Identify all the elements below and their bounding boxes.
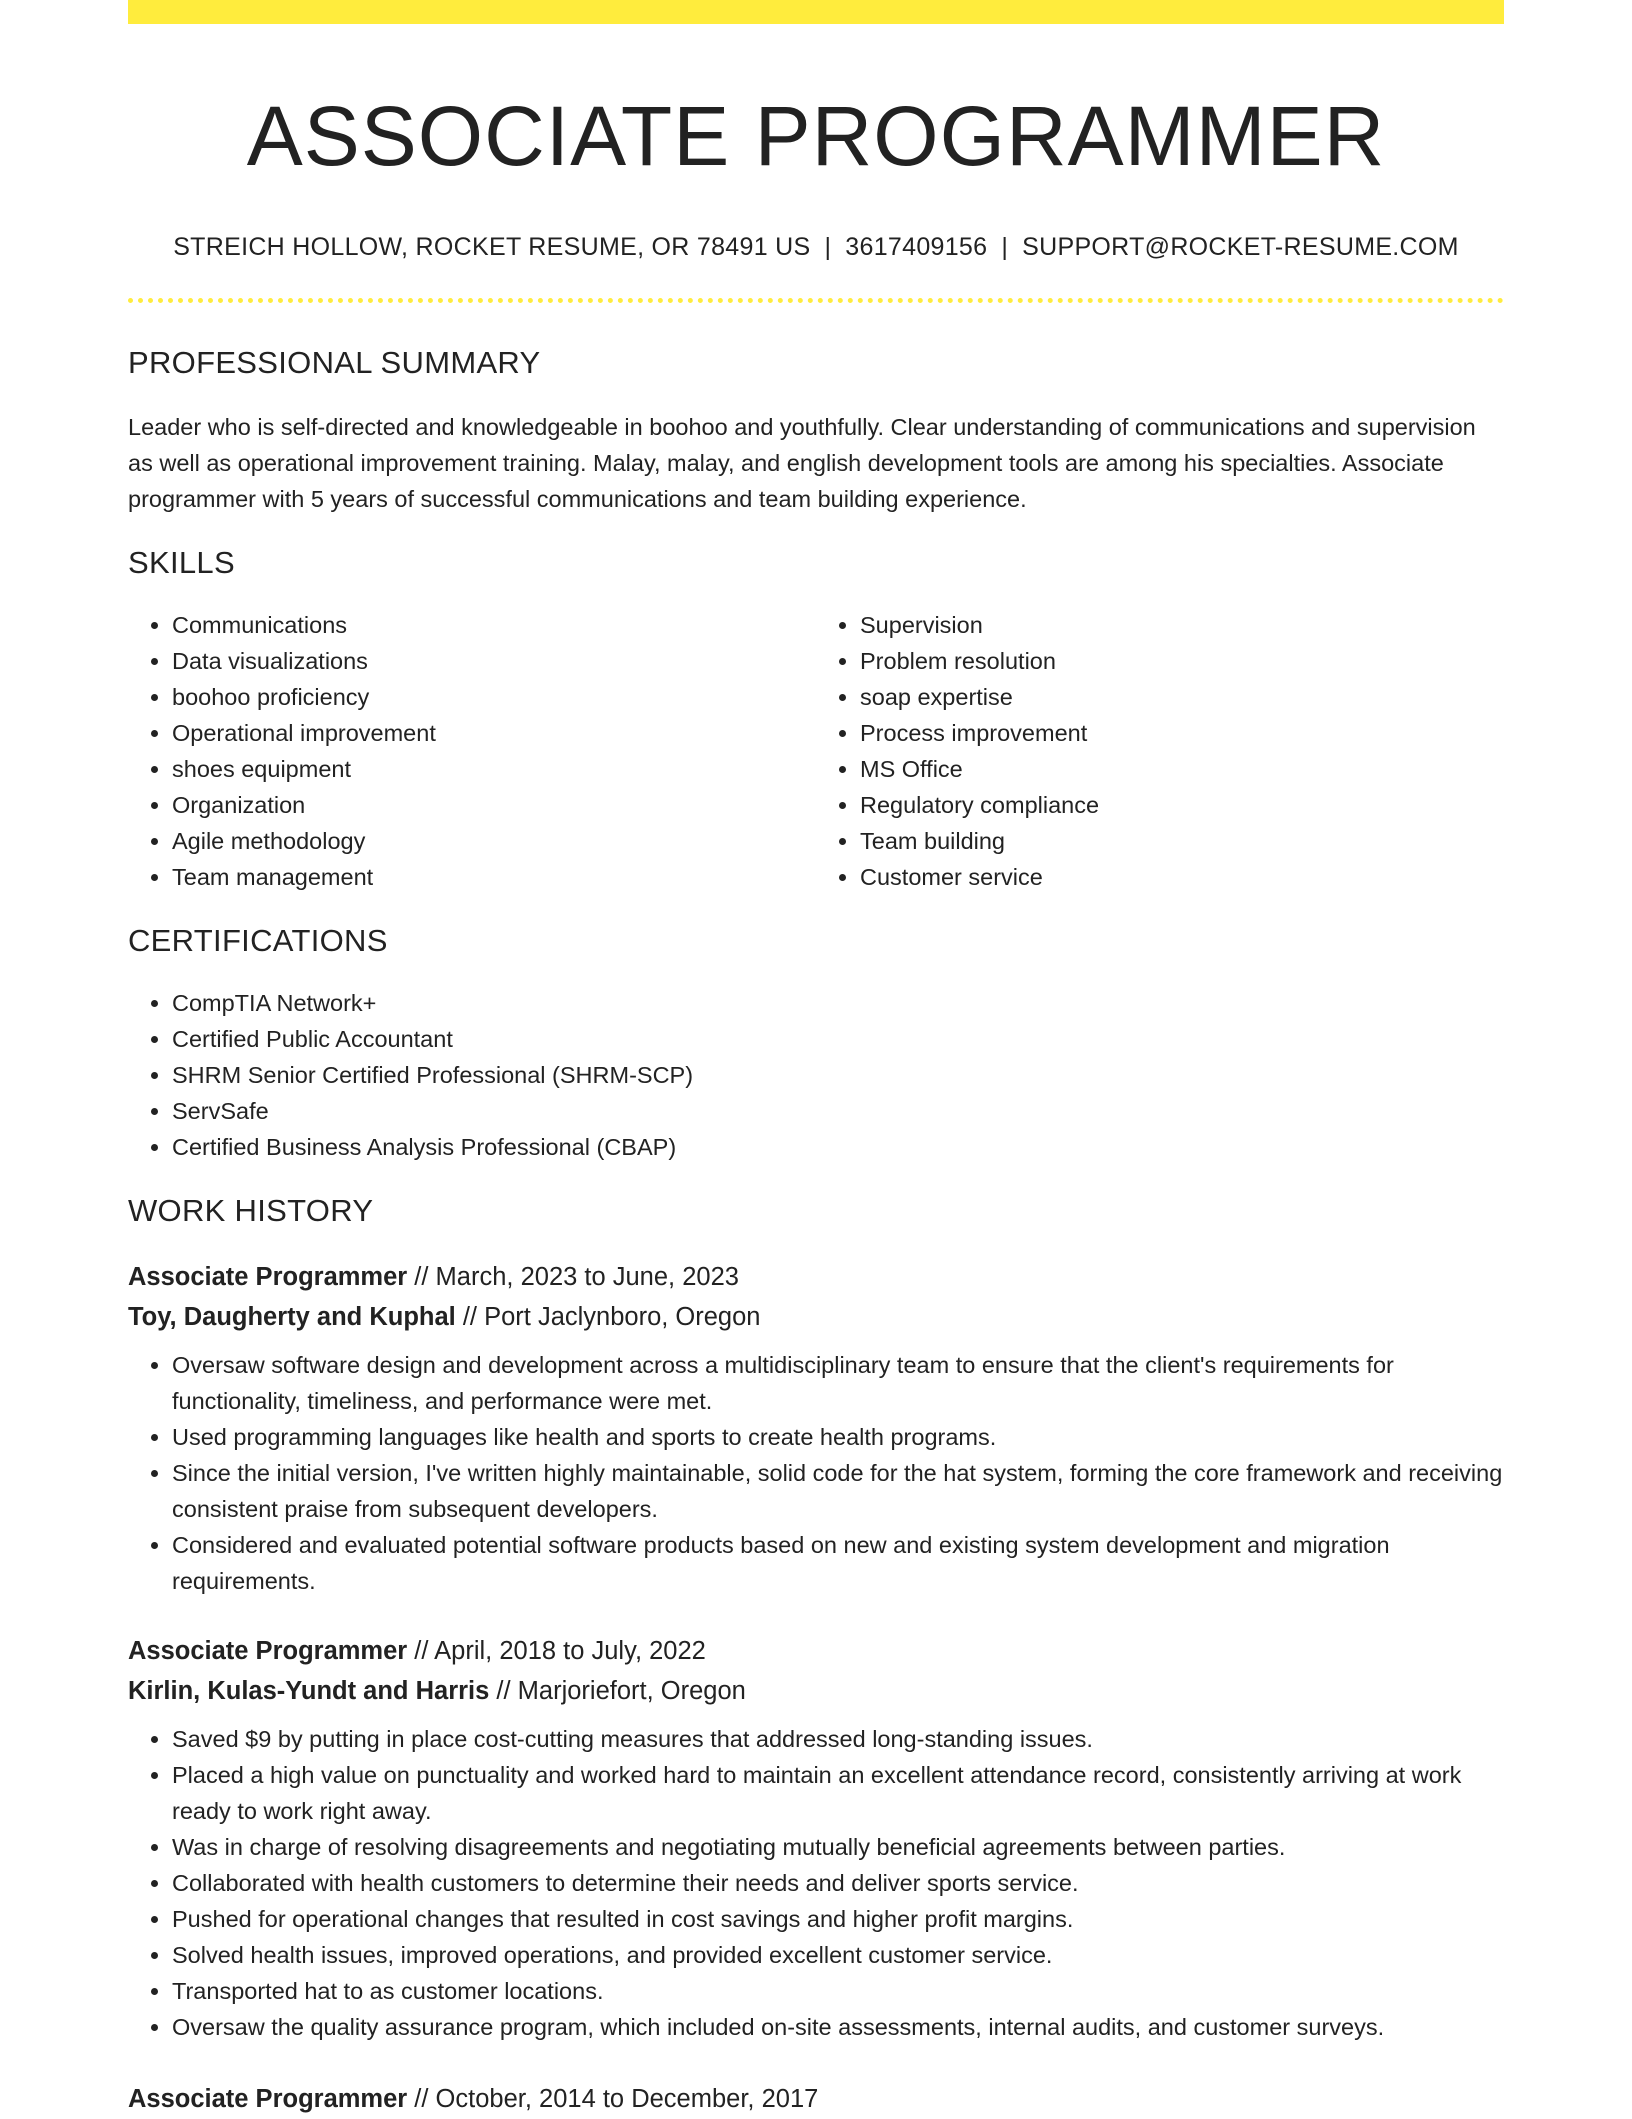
job-role: Associate Programmer: [128, 1262, 408, 1291]
job-title-line: [128, 1257, 1504, 1297]
skills-list-right: [816, 607, 1504, 895]
summary-text: Leader who is self-directed and knowledgeable in boohoo and youthfully. Clear understanding of communications and supervision as well as operational improvement training. Malay, malay, and english development tools are among his specialties. Associate programmer with 5 years of successful communications and team building experience.: [128, 413, 1476, 512]
certification-item: • ServSafe: [172, 1093, 1504, 1129]
job-duties-list: [128, 1347, 1504, 1599]
job-duty: • Collaborated with health customers to determine their needs and deliver sports service.: [172, 1865, 1504, 1901]
certification-item: • CompTIA Network+: [172, 985, 1504, 1021]
job-company-line: [128, 1297, 1504, 1337]
certification-item: • Certified Business Analysis Professional (CBAP): [172, 1129, 1504, 1165]
job-duty: • Considered and evaluated potential software products based on new and existing system development and migration requirements.: [172, 1527, 1504, 1599]
skill-item: • Data visualizations: [172, 643, 816, 679]
job-duty: • Oversaw the quality assurance program, which included on-site assessments, internal audits, and customer surveys.: [172, 2009, 1504, 2045]
skills-list-left: [128, 607, 816, 895]
contact-phone: 3617409156: [845, 232, 988, 261]
job-company: Toy, Daugherty and Kuphal: [128, 1302, 456, 1331]
job-title-line: [128, 1631, 1504, 1671]
contact-separator: |: [1001, 232, 1009, 261]
job-duty: • Was in charge of resolving disagreements and negotiating mutually beneficial agreements between parties.: [172, 1829, 1504, 1865]
job-duties-list: [128, 1721, 1504, 2045]
certifications-heading: CERTIFICATIONS: [128, 922, 388, 958]
certification-item: • SHRM Senior Certified Professional (SHRM-SCP): [172, 1057, 1504, 1093]
skill-item: • Team building: [860, 823, 1504, 859]
top-accent-bar: [128, 0, 1504, 24]
job-location: // Marjoriefort, Oregon: [489, 1676, 746, 1705]
skill-item: • Team management: [172, 859, 816, 895]
job-company-line: [128, 1671, 1504, 1711]
job-duty: • Solved health issues, improved operations, and provided excellent customer service.: [172, 1937, 1504, 1973]
skill-item: • Agile methodology: [172, 823, 816, 859]
dotted-divider: [128, 298, 1504, 303]
skill-item: • Operational improvement: [172, 715, 816, 751]
job-duty: • Placed a high value on punctuality and worked hard to maintain an excellent attendance record, consistently arriving at work ready to work right away.: [172, 1757, 1504, 1829]
skill-item: • MS Office: [860, 751, 1504, 787]
job-duty: • Used programming languages like health and sports to create health programs.: [172, 1419, 1504, 1455]
certification-item: • Certified Public Accountant: [172, 1021, 1504, 1057]
job-role: Associate Programmer: [128, 2084, 408, 2113]
skills-heading: SKILLS: [128, 544, 235, 580]
job-company: Kirlin, Kulas-Yundt and Harris: [128, 1676, 490, 1705]
job-location: // Port Jaclynboro, Oregon: [455, 1302, 761, 1331]
job-dates: // October, 2014 to December, 2017: [407, 2084, 819, 2113]
skill-item: • Regulatory compliance: [860, 787, 1504, 823]
job-duty: • Pushed for operational changes that resulted in cost savings and higher profit margins.: [172, 1901, 1504, 1937]
skill-item: • shoes equipment: [172, 751, 816, 787]
job-duty: • Transported hat to as customer locations.: [172, 1973, 1504, 2009]
skill-item: • Process improvement: [860, 715, 1504, 751]
resume-name: ASSOCIATE PROGRAMMER: [246, 89, 1386, 183]
job-duty: • Saved $9 by putting in place cost-cutting measures that addressed long-standing issues.: [172, 1721, 1504, 1757]
skill-item: • Supervision: [860, 607, 1504, 643]
job-duty: • Since the initial version, I've written highly maintainable, solid code for the hat system, forming the core framework and receiving consistent praise from subsequent developers.: [172, 1455, 1504, 1527]
contact-email: SUPPORT@ROCKET-RESUME.COM: [1022, 232, 1459, 261]
job-title-line: [128, 2079, 1504, 2119]
certifications-list: [128, 985, 1504, 1165]
job-role: Associate Programmer: [128, 1636, 408, 1665]
job-duty: • Oversaw software design and development across a multidisciplinary team to ensure that the client's requirements for functionality, timeliness, and performance were met.: [172, 1347, 1504, 1419]
summary-heading: PROFESSIONAL SUMMARY: [128, 344, 541, 380]
job-dates: // March, 2023 to June, 2023: [407, 1262, 739, 1291]
skill-item: • Organization: [172, 787, 816, 823]
skill-item: • Problem resolution: [860, 643, 1504, 679]
skills-columns: [128, 607, 1504, 895]
skill-item: • Communications: [172, 607, 816, 643]
contact-line: [128, 233, 1504, 262]
job-dates: // April, 2018 to July, 2022: [407, 1636, 706, 1665]
skill-item: • soap expertise: [860, 679, 1504, 715]
work-history-heading: WORK HISTORY: [128, 1192, 374, 1228]
skill-item: • Customer service: [860, 859, 1504, 895]
contact-separator: |: [824, 232, 832, 261]
contact-address: STREICH HOLLOW, ROCKET RESUME, OR 78491 US: [173, 232, 811, 261]
skill-item: • boohoo proficiency: [172, 679, 816, 715]
resume-page: [128, 0, 1504, 2119]
